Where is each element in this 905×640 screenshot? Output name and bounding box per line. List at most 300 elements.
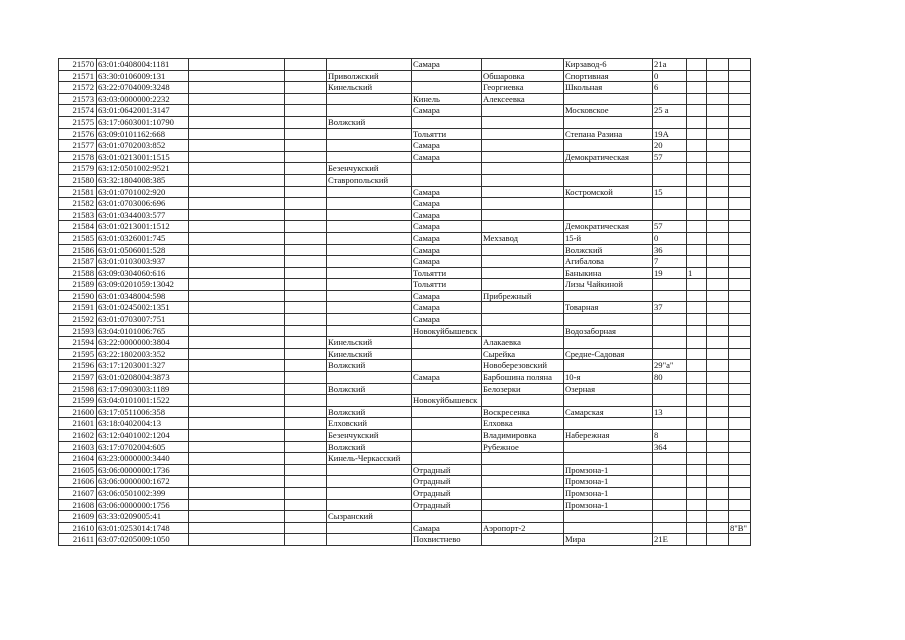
cell-row-number: 21579 — [59, 163, 97, 175]
table-row — [59, 337, 751, 349]
cell-building: 1 — [687, 267, 707, 279]
cell-house: 15 — [653, 186, 687, 198]
table-row — [59, 453, 751, 465]
cell-house: 13 — [653, 406, 687, 418]
cell-row-number: 21571 — [59, 70, 97, 82]
cell-city — [412, 430, 482, 442]
table-row — [59, 511, 751, 523]
table-row — [59, 244, 751, 256]
table-row — [59, 279, 751, 291]
cell-row-number: 21594 — [59, 337, 97, 349]
cell-city: Тольятти — [412, 128, 482, 140]
cell-col-11 — [707, 383, 729, 395]
cell-col-11 — [707, 499, 729, 511]
table-row — [59, 221, 751, 233]
cell-city: Самара — [412, 59, 482, 71]
cell-cadastral-number: 63:01:0208004:3873 — [97, 372, 189, 384]
cell-col-3 — [189, 372, 285, 384]
cell-col-4 — [285, 140, 327, 152]
cell-city: Самара — [412, 372, 482, 384]
cell-cadastral-number: 63:09:0201059:13042 — [97, 279, 189, 291]
cell-building — [687, 116, 707, 128]
cell-street — [564, 93, 653, 105]
table-row — [59, 325, 751, 337]
cell-cadastral-number: 63:01:0348004:598 — [97, 290, 189, 302]
cell-building — [687, 232, 707, 244]
cell-building — [687, 290, 707, 302]
cell-house — [653, 499, 687, 511]
cell-city: Тольятти — [412, 279, 482, 291]
cell-col-12 — [729, 511, 751, 523]
cell-locality: Обшаровка — [482, 70, 564, 82]
cell-building — [687, 151, 707, 163]
cell-col-12: 8"В" — [729, 522, 751, 534]
cell-city: Самара — [412, 314, 482, 326]
cell-col-12 — [729, 383, 751, 395]
cell-cadastral-number: 63:04:0101001:1522 — [97, 395, 189, 407]
cell-row-number: 21609 — [59, 511, 97, 523]
cell-row-number: 21583 — [59, 209, 97, 221]
cell-district — [327, 93, 412, 105]
cell-district — [327, 395, 412, 407]
cell-cadastral-number: 63:18:0402004:13 — [97, 418, 189, 430]
cell-house: 19А — [653, 128, 687, 140]
cell-street: Кирзавод-6 — [564, 59, 653, 71]
cell-col-12 — [729, 82, 751, 94]
cell-city: Самара — [412, 221, 482, 233]
cell-cadastral-number: 63:22:0000000:3804 — [97, 337, 189, 349]
cell-cadastral-number: 63:17:0511006:358 — [97, 406, 189, 418]
cell-col-12 — [729, 487, 751, 499]
cell-building — [687, 360, 707, 372]
cell-col-3 — [189, 499, 285, 511]
cell-locality — [482, 140, 564, 152]
cell-district — [327, 198, 412, 210]
cell-col-4 — [285, 499, 327, 511]
cell-locality — [482, 487, 564, 499]
cell-street: Степана Разина — [564, 128, 653, 140]
cell-locality: Воскресенка — [482, 406, 564, 418]
cell-col-12 — [729, 244, 751, 256]
cell-col-11 — [707, 267, 729, 279]
cell-house: 6 — [653, 82, 687, 94]
cell-house: 57 — [653, 151, 687, 163]
cell-city: Самара — [412, 290, 482, 302]
cell-locality — [482, 511, 564, 523]
cell-cadastral-number: 63:06:0000000:1736 — [97, 464, 189, 476]
cell-col-11 — [707, 279, 729, 291]
cell-col-11 — [707, 174, 729, 186]
cell-col-11 — [707, 395, 729, 407]
cell-col-3 — [189, 232, 285, 244]
cell-house: 20 — [653, 140, 687, 152]
cell-col-12 — [729, 279, 751, 291]
cell-col-4 — [285, 430, 327, 442]
cell-house: 29"а" — [653, 360, 687, 372]
cell-col-11 — [707, 534, 729, 546]
cell-district — [327, 59, 412, 71]
cell-cadastral-number: 63:30:0106009:131 — [97, 70, 189, 82]
cell-col-4 — [285, 406, 327, 418]
cell-col-3 — [189, 348, 285, 360]
cell-col-12 — [729, 418, 751, 430]
cell-cadastral-number: 63:09:0304060:616 — [97, 267, 189, 279]
cell-city: Отрадный — [412, 487, 482, 499]
cell-city — [412, 383, 482, 395]
cell-col-4 — [285, 174, 327, 186]
cell-locality: Владимировка — [482, 430, 564, 442]
cell-district — [327, 151, 412, 163]
cell-city: Самара — [412, 151, 482, 163]
cell-row-number: 21585 — [59, 232, 97, 244]
cell-col-3 — [189, 441, 285, 453]
cell-col-4 — [285, 348, 327, 360]
cell-col-12 — [729, 302, 751, 314]
cell-house — [653, 348, 687, 360]
cell-col-4 — [285, 198, 327, 210]
table-row — [59, 232, 751, 244]
table-row — [59, 151, 751, 163]
cell-locality — [482, 302, 564, 314]
cell-building — [687, 395, 707, 407]
table-row — [59, 372, 751, 384]
cell-district — [327, 302, 412, 314]
cell-city: Самара — [412, 232, 482, 244]
cell-district: Волжский — [327, 383, 412, 395]
cell-city — [412, 453, 482, 465]
cell-col-4 — [285, 244, 327, 256]
cell-col-12 — [729, 337, 751, 349]
cell-col-4 — [285, 476, 327, 488]
cell-building — [687, 441, 707, 453]
cell-cadastral-number: 63:01:0703006:696 — [97, 198, 189, 210]
cell-col-4 — [285, 232, 327, 244]
cell-street: Озерная — [564, 383, 653, 395]
cell-house: 57 — [653, 221, 687, 233]
cell-locality: Елховка — [482, 418, 564, 430]
cell-street: Набережная — [564, 430, 653, 442]
cell-street: Лизы Чайкиной — [564, 279, 653, 291]
cell-col-3 — [189, 221, 285, 233]
table-row — [59, 256, 751, 268]
cell-street: Агибалова — [564, 256, 653, 268]
table-row — [59, 441, 751, 453]
cell-col-11 — [707, 372, 729, 384]
cell-locality — [482, 325, 564, 337]
cell-col-12 — [729, 499, 751, 511]
cell-building — [687, 105, 707, 117]
cell-row-number: 21591 — [59, 302, 97, 314]
cell-col-3 — [189, 174, 285, 186]
table-row — [59, 198, 751, 210]
cell-district — [327, 314, 412, 326]
cell-locality — [482, 453, 564, 465]
cell-col-11 — [707, 348, 729, 360]
cell-district: Волжский — [327, 406, 412, 418]
cell-locality: Барбошина поляна — [482, 372, 564, 384]
cell-district — [327, 534, 412, 546]
cell-col-11 — [707, 151, 729, 163]
cell-col-3 — [189, 406, 285, 418]
cell-city — [412, 360, 482, 372]
cell-district: Ставропольский — [327, 174, 412, 186]
cell-locality — [482, 499, 564, 511]
cell-locality — [482, 464, 564, 476]
cell-col-12 — [729, 198, 751, 210]
cell-col-12 — [729, 406, 751, 418]
cell-cadastral-number: 63:06:0000000:1756 — [97, 499, 189, 511]
cell-house — [653, 464, 687, 476]
cell-house: 36 — [653, 244, 687, 256]
cell-house — [653, 487, 687, 499]
cell-cadastral-number: 63:23:0000000:3440 — [97, 453, 189, 465]
cell-locality: Алакаевка — [482, 337, 564, 349]
cell-col-4 — [285, 82, 327, 94]
cell-building — [687, 140, 707, 152]
cell-col-3 — [189, 128, 285, 140]
cell-locality — [482, 163, 564, 175]
cell-house: 80 — [653, 372, 687, 384]
cell-col-11 — [707, 290, 729, 302]
cell-building — [687, 406, 707, 418]
cell-building — [687, 244, 707, 256]
cell-city: Самара — [412, 244, 482, 256]
cell-col-12 — [729, 372, 751, 384]
cell-col-11 — [707, 325, 729, 337]
cell-col-4 — [285, 441, 327, 453]
cell-house: 8 — [653, 430, 687, 442]
table-row — [59, 383, 751, 395]
cell-building — [687, 511, 707, 523]
cell-cadastral-number: 63:01:0506001:528 — [97, 244, 189, 256]
cell-cadastral-number: 63:01:0642001:3147 — [97, 105, 189, 117]
cell-city: Новокуйбышевск — [412, 325, 482, 337]
cell-col-4 — [285, 337, 327, 349]
cell-col-11 — [707, 256, 729, 268]
cell-house — [653, 314, 687, 326]
cell-district — [327, 487, 412, 499]
cell-col-3 — [189, 105, 285, 117]
cell-row-number: 21581 — [59, 186, 97, 198]
cell-col-12 — [729, 221, 751, 233]
cell-col-3 — [189, 256, 285, 268]
table-row — [59, 487, 751, 499]
cell-building — [687, 337, 707, 349]
cell-building — [687, 464, 707, 476]
cell-col-3 — [189, 93, 285, 105]
cell-cadastral-number: 63:33:0209005:41 — [97, 511, 189, 523]
cell-district: Волжский — [327, 116, 412, 128]
cell-col-11 — [707, 511, 729, 523]
cell-row-number: 21572 — [59, 82, 97, 94]
cell-col-12 — [729, 186, 751, 198]
cell-col-4 — [285, 93, 327, 105]
cell-col-4 — [285, 464, 327, 476]
cell-col-3 — [189, 534, 285, 546]
spreadsheet-page — [58, 58, 750, 546]
cell-house: 21а — [653, 59, 687, 71]
cell-cadastral-number: 63:22:0704009:3248 — [97, 82, 189, 94]
cell-col-4 — [285, 209, 327, 221]
table-row — [59, 314, 751, 326]
cell-street — [564, 290, 653, 302]
cell-col-3 — [189, 511, 285, 523]
cell-row-number: 21573 — [59, 93, 97, 105]
cell-house — [653, 522, 687, 534]
cell-building — [687, 174, 707, 186]
table-row — [59, 360, 751, 372]
cell-street — [564, 418, 653, 430]
cell-locality — [482, 198, 564, 210]
cell-row-number: 21603 — [59, 441, 97, 453]
cell-street: 10-я — [564, 372, 653, 384]
cell-col-3 — [189, 395, 285, 407]
cell-locality — [482, 221, 564, 233]
cell-locality: Мехзавод — [482, 232, 564, 244]
cell-cadastral-number: 63:32:1804008:385 — [97, 174, 189, 186]
cell-row-number: 21610 — [59, 522, 97, 534]
cell-cadastral-number: 63:09:0101162:668 — [97, 128, 189, 140]
table-row — [59, 476, 751, 488]
cell-locality — [482, 256, 564, 268]
cell-city: Самара — [412, 140, 482, 152]
cell-district — [327, 372, 412, 384]
cell-col-3 — [189, 418, 285, 430]
cell-col-12 — [729, 151, 751, 163]
cell-cadastral-number: 63:01:0213001:1515 — [97, 151, 189, 163]
cell-col-3 — [189, 464, 285, 476]
cell-building — [687, 314, 707, 326]
cell-col-3 — [189, 279, 285, 291]
cell-cadastral-number: 63:07:0205009:1050 — [97, 534, 189, 546]
cell-street — [564, 337, 653, 349]
cell-col-11 — [707, 314, 729, 326]
cell-street: Демократическая — [564, 151, 653, 163]
cell-row-number: 21590 — [59, 290, 97, 302]
table-row — [59, 116, 751, 128]
cell-building — [687, 487, 707, 499]
cell-col-11 — [707, 105, 729, 117]
cell-street: Водозаборная — [564, 325, 653, 337]
cell-street: Мира — [564, 534, 653, 546]
cell-district: Кинельский — [327, 348, 412, 360]
table-row — [59, 174, 751, 186]
cell-city: Отрадный — [412, 499, 482, 511]
cell-district — [327, 279, 412, 291]
cell-col-4 — [285, 186, 327, 198]
cell-street: Московское — [564, 105, 653, 117]
table-row — [59, 522, 751, 534]
cell-district — [327, 325, 412, 337]
cell-locality — [482, 279, 564, 291]
cell-locality — [482, 534, 564, 546]
table-row — [59, 70, 751, 82]
cell-building — [687, 372, 707, 384]
cell-district — [327, 209, 412, 221]
table-row — [59, 406, 751, 418]
cell-col-3 — [189, 522, 285, 534]
cell-cadastral-number: 63:01:0326001:745 — [97, 232, 189, 244]
cell-col-4 — [285, 302, 327, 314]
cell-district — [327, 464, 412, 476]
cell-locality — [482, 186, 564, 198]
cell-street: Промзона-1 — [564, 499, 653, 511]
data-table — [58, 58, 751, 546]
cell-locality — [482, 174, 564, 186]
cell-city: Самара — [412, 256, 482, 268]
cell-col-4 — [285, 105, 327, 117]
cell-col-12 — [729, 453, 751, 465]
cell-col-4 — [285, 256, 327, 268]
cell-locality — [482, 267, 564, 279]
cell-cadastral-number: 63:17:0603001:10790 — [97, 116, 189, 128]
cell-col-3 — [189, 116, 285, 128]
cell-locality — [482, 116, 564, 128]
cell-col-12 — [729, 140, 751, 152]
cell-col-4 — [285, 290, 327, 302]
cell-col-12 — [729, 163, 751, 175]
cell-building — [687, 302, 707, 314]
cell-cadastral-number: 63:01:0103003:937 — [97, 256, 189, 268]
cell-locality — [482, 244, 564, 256]
cell-house — [653, 395, 687, 407]
cell-street: Волжский — [564, 244, 653, 256]
cell-row-number: 21607 — [59, 487, 97, 499]
cell-col-12 — [729, 476, 751, 488]
table-row — [59, 105, 751, 117]
cell-city — [412, 82, 482, 94]
cell-row-number: 21596 — [59, 360, 97, 372]
cell-building — [687, 186, 707, 198]
cell-cadastral-number: 63:17:1203001:327 — [97, 360, 189, 372]
cell-col-12 — [729, 232, 751, 244]
cell-district: Волжский — [327, 360, 412, 372]
cell-street — [564, 209, 653, 221]
cell-cadastral-number: 63:06:0501002:399 — [97, 487, 189, 499]
cell-col-4 — [285, 221, 327, 233]
table-row — [59, 186, 751, 198]
cell-district — [327, 244, 412, 256]
cell-district — [327, 476, 412, 488]
cell-building — [687, 70, 707, 82]
cell-district — [327, 256, 412, 268]
cell-col-3 — [189, 453, 285, 465]
cell-col-11 — [707, 128, 729, 140]
cell-col-4 — [285, 279, 327, 291]
cell-building — [687, 221, 707, 233]
cell-col-3 — [189, 267, 285, 279]
cell-building — [687, 522, 707, 534]
cell-col-4 — [285, 511, 327, 523]
cell-city — [412, 70, 482, 82]
cell-district — [327, 267, 412, 279]
cell-col-12 — [729, 174, 751, 186]
cell-locality — [482, 105, 564, 117]
cell-building — [687, 128, 707, 140]
cell-locality — [482, 151, 564, 163]
table-row — [59, 128, 751, 140]
cell-locality: Георгиевка — [482, 82, 564, 94]
cell-col-3 — [189, 487, 285, 499]
cell-street — [564, 198, 653, 210]
cell-col-11 — [707, 476, 729, 488]
cell-col-3 — [189, 383, 285, 395]
cell-city: Самара — [412, 186, 482, 198]
cell-col-3 — [189, 314, 285, 326]
cell-col-11 — [707, 140, 729, 152]
cell-house: 21Е — [653, 534, 687, 546]
cell-city: Самара — [412, 209, 482, 221]
